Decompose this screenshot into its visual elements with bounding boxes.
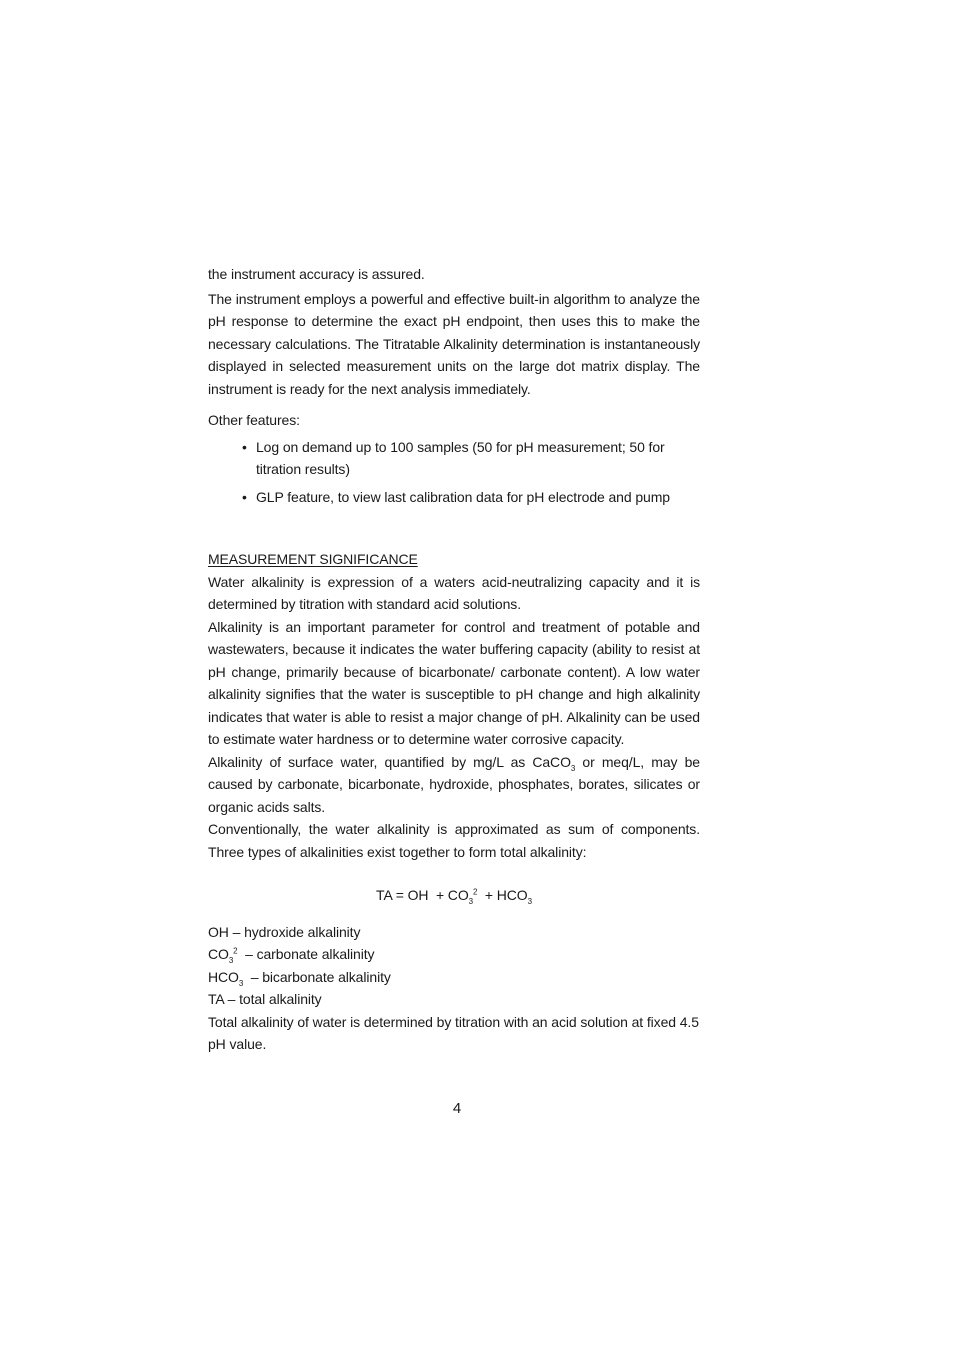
page-number: 4	[452, 1100, 462, 1117]
alkalinity-formula	[208, 884, 700, 907]
section-paragraph: Alkalinity is an important parameter for control and treatment of potable and wastewaters, because it indicates the water buffering capacity (ability to resist at pH change, primarily because of bicarbonate/ carbonate content). A low water alkalinity signifies that the water is susceptible to pH change and high alkalinity indicates that water is able to resist a major change of pH. Alkalinity can be used to estimate water hardness or to determine water corrosive capacity.	[208, 618, 700, 747]
text-run: CO	[208, 946, 229, 962]
other-features-label: Other features:	[208, 412, 300, 428]
section-paragraph: Conventionally, the water alkalinity is approximated as sum of components. Three types of alkalinities exist together to form total alkalinity:	[208, 821, 700, 860]
bullet-icon: •	[242, 438, 247, 455]
feature-text: GLP feature, to view last calibration data for pH electrode and pump	[256, 488, 670, 505]
feature-text: Log on demand up to 100 samples (50 for pH measurement; 50 for titration results)	[256, 438, 665, 477]
formula-part: + HCO	[477, 887, 528, 903]
subscript: 3	[228, 955, 234, 965]
superscript: 2	[472, 887, 478, 897]
closing-sentence: Total alkalinity of water is determined by titration with an acid solution at fixed 4.5 pH value.	[208, 1013, 699, 1052]
subscript: 3	[468, 896, 473, 906]
list-item	[242, 486, 700, 509]
intro-continuation: the instrument accuracy is assured.	[208, 266, 425, 282]
definition-hco3	[208, 966, 700, 989]
definitions	[208, 921, 700, 1056]
text-run: Alkalinity of surface water, quantified by mg/L as CaCO	[208, 753, 571, 770]
definition-ta: TA – total alkalinity	[208, 991, 322, 1007]
formula-part: TA = OH + CO	[376, 887, 469, 903]
subscript: 3	[570, 763, 576, 773]
bullet-icon: •	[242, 488, 247, 505]
subscript: 3	[527, 896, 532, 906]
definition-co3	[208, 943, 700, 966]
section-heading: MEASUREMENT SIGNIFICANCE	[208, 551, 418, 567]
text-run: HCO	[208, 968, 239, 985]
superscript: 2	[233, 946, 238, 956]
text-run: or meq/L, may be caused by carbonate, bicarbonate, hydroxide, phosphates, borates, silicates or organic acids salts.	[208, 753, 700, 815]
intro-paragraph: The instrument employs a powerful and effective built-in algorithm to analyze the pH response to determine the exact pH endpoint, then uses this to make the necessary calculations. The Titratable Alkalinity determination is instantaneously displayed in selected measurement units on the large dot matrix display. The instrument is ready for the next analysis immediately.	[208, 290, 700, 397]
text-run: – bicarbonate alkalinity	[243, 968, 391, 985]
definition-oh: OH – hydroxide alkalinity	[208, 923, 361, 940]
features-list	[208, 436, 700, 509]
subscript: 3	[238, 978, 244, 988]
text-run: – carbonate alkalinity	[237, 946, 375, 962]
list-item	[242, 436, 700, 481]
section-paragraph	[208, 751, 700, 819]
section-paragraph: Water alkalinity is expression of a waters acid-neutralizing capacity and it is determined by titration with standard acid solutions.	[208, 573, 700, 612]
page-content	[208, 263, 700, 1056]
